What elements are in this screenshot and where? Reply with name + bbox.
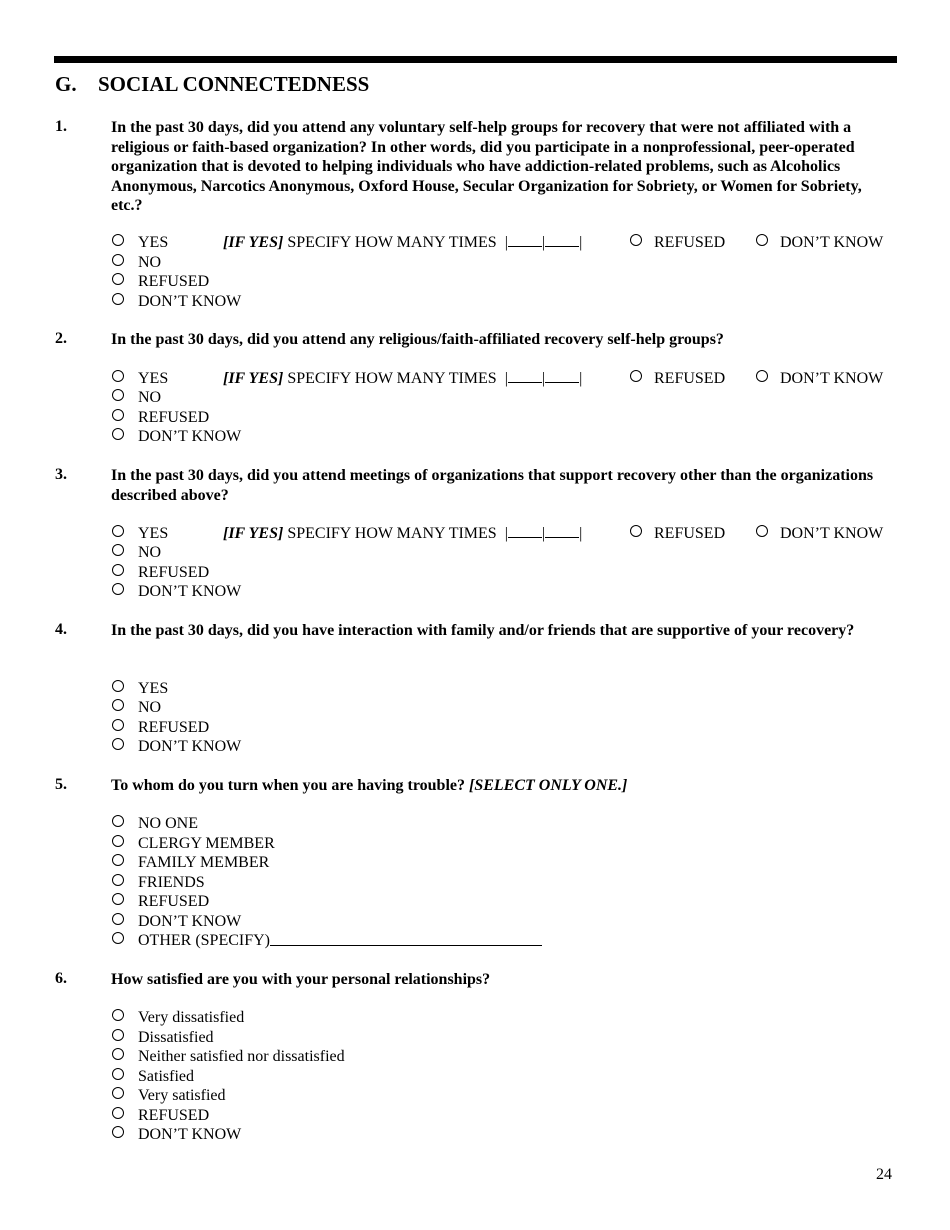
question-number: 2. [55, 330, 67, 347]
option-refused[interactable]: REFUSED [112, 892, 209, 912]
radio-icon[interactable] [112, 913, 124, 925]
radio-icon[interactable] [112, 273, 124, 285]
radio-icon[interactable] [112, 932, 124, 944]
radio-icon[interactable] [756, 370, 768, 382]
radio-icon[interactable] [756, 525, 768, 537]
radio-icon[interactable] [112, 815, 124, 827]
option-dont-know[interactable]: DON’T KNOW [112, 582, 241, 602]
radio-icon[interactable] [112, 874, 124, 886]
option-friends[interactable]: FRIENDS [112, 873, 205, 893]
specify-refused[interactable]: REFUSED [630, 233, 725, 253]
option-dont-know[interactable]: DON’T KNOW [112, 737, 241, 757]
option-very-dissatisfied[interactable]: Very dissatisfied [112, 1008, 244, 1028]
radio-icon[interactable] [112, 428, 124, 440]
option-refused[interactable]: REFUSED [112, 1106, 209, 1126]
option-yes[interactable]: YES [112, 679, 168, 699]
radio-icon[interactable] [112, 835, 124, 847]
radio-icon[interactable] [630, 525, 642, 537]
specify-refused[interactable]: REFUSED [630, 369, 725, 389]
specify-dont-know[interactable]: DON’T KNOW [756, 524, 883, 544]
radio-icon[interactable] [112, 370, 124, 382]
specify-refused[interactable]: REFUSED [630, 524, 725, 544]
radio-icon[interactable] [112, 254, 124, 266]
option-family-member[interactable]: FAMILY MEMBER [112, 853, 269, 873]
option-yes[interactable]: YES [112, 369, 168, 389]
radio-icon[interactable] [630, 370, 642, 382]
radio-icon[interactable] [112, 583, 124, 595]
radio-icon[interactable] [112, 389, 124, 401]
option-other-specify[interactable]: OTHER (SPECIFY) [112, 931, 542, 951]
radio-icon[interactable] [112, 719, 124, 731]
option-clergy-member[interactable]: CLERGY MEMBER [112, 834, 275, 854]
radio-icon[interactable] [630, 234, 642, 246]
radio-icon[interactable] [112, 293, 124, 305]
radio-icon[interactable] [112, 409, 124, 421]
option-no[interactable]: NO [112, 698, 161, 718]
question-text: In the past 30 days, did you attend any voluntary self-help groups for recovery that were not affiliated with a religious or faith-based organization? In other words, did you participate in a nonprofessional, peer-operated organization that is devoted to helping individuals who have addiction-related problems, such as Alcoholics Anonymous, Narcotics Anonymous, Oxford House, Secular Organization for Sobriety, or Women for Sobriety, etc.? [111, 119, 862, 215]
radio-icon[interactable] [112, 1029, 124, 1041]
count-field-tens[interactable] [508, 234, 542, 247]
count-field-ones[interactable] [545, 370, 579, 383]
option-very-satisfied[interactable]: Very satisfied [112, 1086, 226, 1106]
question-instruction: [SELECT ONLY ONE.] [469, 777, 628, 794]
radio-icon[interactable] [112, 699, 124, 711]
option-dont-know[interactable]: DON’T KNOW [112, 912, 241, 932]
question-number: 4. [55, 621, 67, 638]
specify-dont-know[interactable]: DON’T KNOW [756, 233, 883, 253]
option-refused[interactable]: REFUSED [112, 718, 209, 738]
option-refused[interactable]: REFUSED [112, 272, 209, 292]
question-text: In the past 30 days, did you attend meetings of organizations that support recovery other than the organizations described above? [111, 467, 874, 504]
option-dissatisfied[interactable]: Dissatisfied [112, 1028, 214, 1048]
question-number: 3. [55, 466, 67, 483]
specify-times: [IF YES] SPECIFY HOW MANY TIMES | | | [223, 234, 583, 251]
question-number: 6. [55, 970, 67, 987]
specify-times: [IF YES] SPECIFY HOW MANY TIMES | | | [223, 370, 583, 387]
count-field-ones[interactable] [545, 525, 579, 538]
count-field-tens[interactable] [508, 370, 542, 383]
option-yes[interactable]: YES [112, 233, 168, 253]
question-text: In the past 30 days, did you have interaction with family and/or friends that are supportive of your recovery? [111, 622, 855, 639]
radio-icon[interactable] [112, 680, 124, 692]
specify-times: [IF YES] SPECIFY HOW MANY TIMES | | | [223, 525, 583, 542]
question-text: To whom do you turn when you are having trouble? [SELECT ONLY ONE.] [111, 777, 628, 794]
option-yes[interactable]: YES [112, 524, 168, 544]
option-no[interactable]: NO [112, 388, 161, 408]
header-rule [54, 56, 897, 63]
option-dont-know[interactable]: DON’T KNOW [112, 292, 241, 312]
radio-icon[interactable] [112, 854, 124, 866]
option-dont-know[interactable]: DON’T KNOW [112, 1125, 241, 1145]
radio-icon[interactable] [112, 1048, 124, 1060]
option-dont-know[interactable]: DON’T KNOW [112, 427, 241, 447]
other-specify-field[interactable] [270, 931, 542, 946]
radio-icon[interactable] [112, 525, 124, 537]
option-no[interactable]: NO [112, 253, 161, 273]
radio-icon[interactable] [756, 234, 768, 246]
radio-icon[interactable] [112, 544, 124, 556]
radio-icon[interactable] [112, 1126, 124, 1138]
radio-icon[interactable] [112, 893, 124, 905]
count-field-tens[interactable] [508, 525, 542, 538]
radio-icon[interactable] [112, 234, 124, 246]
option-refused[interactable]: REFUSED [112, 563, 209, 583]
option-neither[interactable]: Neither satisfied nor dissatisfied [112, 1047, 345, 1067]
option-satisfied[interactable]: Satisfied [112, 1067, 194, 1087]
option-no-one[interactable]: NO ONE [112, 814, 198, 834]
option-no[interactable]: NO [112, 543, 161, 563]
section-title: G. SOCIAL CONNECTEDNESS [55, 72, 370, 96]
radio-icon[interactable] [112, 738, 124, 750]
question-number: 5. [55, 776, 67, 793]
radio-icon[interactable] [112, 1009, 124, 1021]
page-number: 24 [876, 1166, 892, 1183]
count-field-ones[interactable] [545, 234, 579, 247]
specify-dont-know[interactable]: DON’T KNOW [756, 369, 883, 389]
question-text: How satisfied are you with your personal relationships? [111, 971, 491, 988]
radio-icon[interactable] [112, 1087, 124, 1099]
radio-icon[interactable] [112, 564, 124, 576]
radio-icon[interactable] [112, 1107, 124, 1119]
question-number: 1. [55, 118, 67, 135]
option-refused[interactable]: REFUSED [112, 408, 209, 428]
question-text: In the past 30 days, did you attend any religious/faith-affiliated recovery self-help groups? [111, 331, 724, 348]
radio-icon[interactable] [112, 1068, 124, 1080]
